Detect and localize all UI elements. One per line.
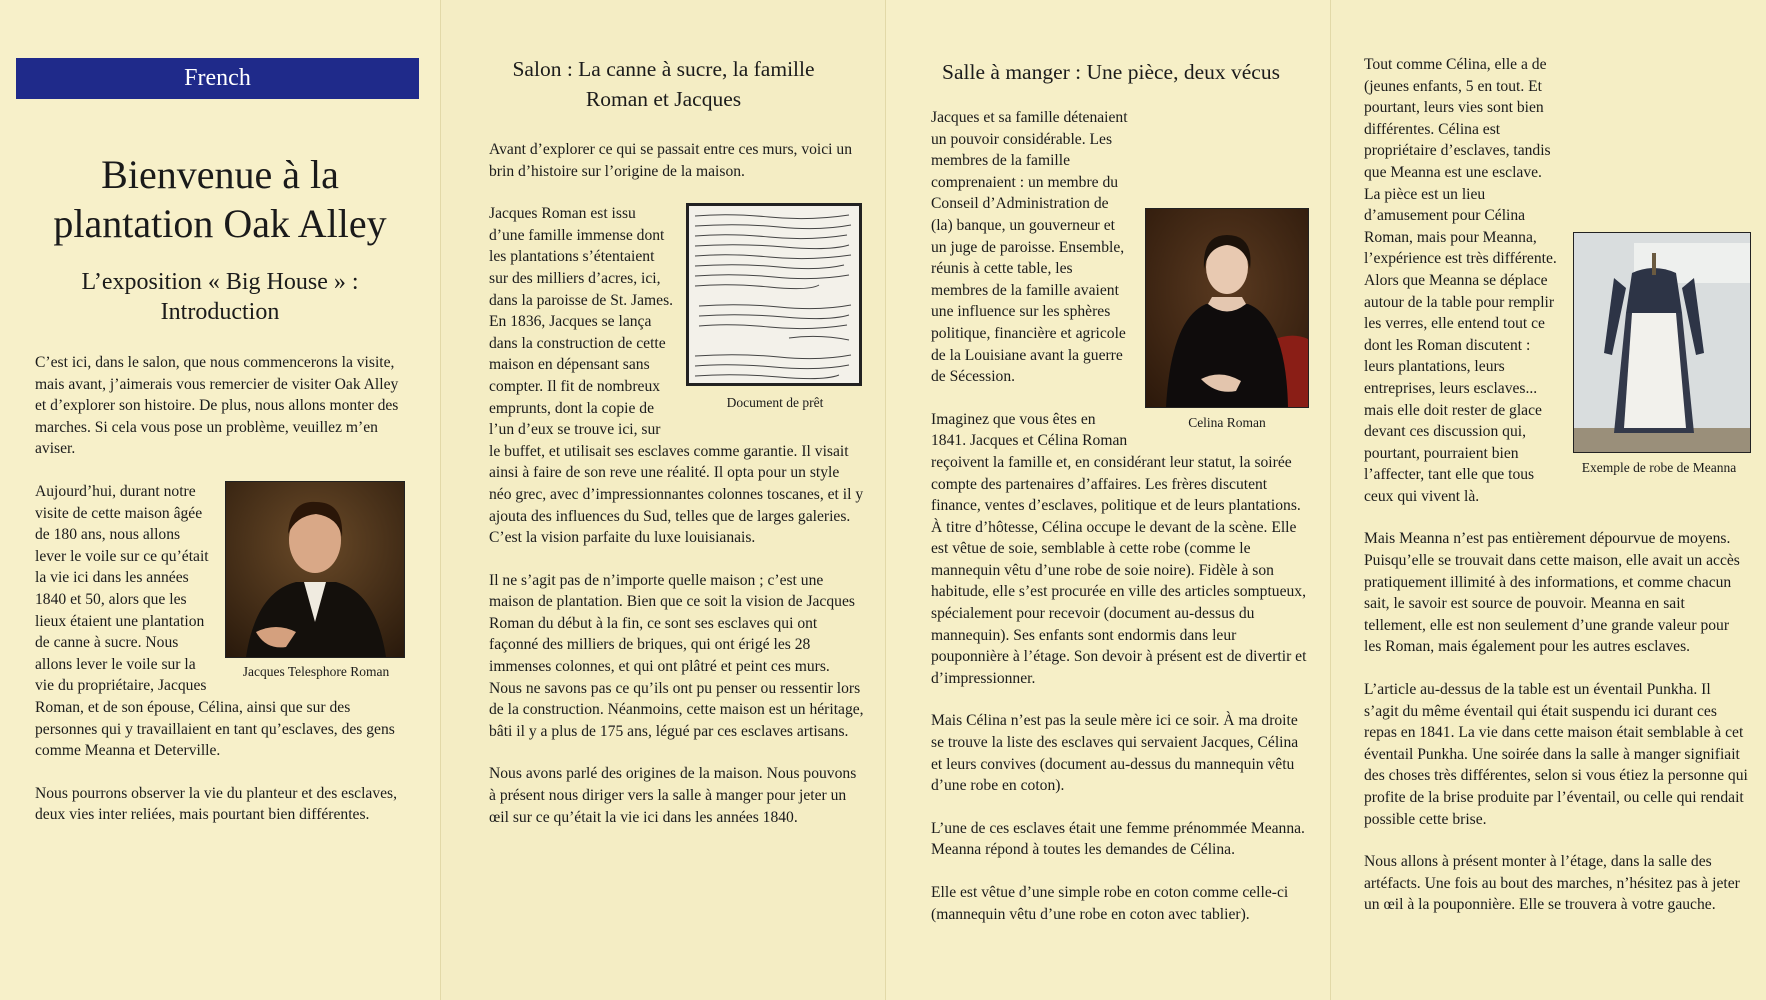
section-title-line: Roman et Jacques	[585, 87, 742, 111]
paragraph: Jacques et sa famille détenaient un pouvoir considérable. Les membres de la famille comprenaient : un membre du Conseil d’Administration de (la) banque, un gouverneur et un juge de paroisse. Ensemble, réunis à cette table, les membres de la famille avaient une influence sur les sphères politique, financière et agricole de la Louisiane avant la guerre de Sécession.	[931, 109, 1128, 386]
loan-document-figure	[686, 203, 864, 414]
meanna-dress-figure	[1569, 232, 1749, 479]
paragraph: Nous pourrons observer la vie du planteur et des esclaves, deux vies inter reliées, mais pourtant bien différentes.	[35, 784, 398, 824]
panel-dining-room	[885, 0, 1330, 1000]
panel-dining-room-continued	[1330, 0, 1766, 1000]
paragraph: L’article au-dessus de la table est un éventail Punkha. Il s’agit du même éventail qui était suspendu ici durant ces repas en 1841. La vie dans cette maison était semblable à cet éventail Punkha. Une soirée dans la salle à manger signifiait des choses très différentes, selon si vous étiez la personne qui profite de la brise produite par l’éventail, ou celle qui rendait possible cette brise.	[1364, 681, 1748, 828]
paragraph: L’une de ces esclaves était une femme prénommée Meanna. Meanna répond à toutes les demandes de Célina.	[931, 819, 1305, 859]
paragraph: Imaginez que vous êtes en 1841. Jacques et Célina Roman reçoivent la famille et, en considérant leur statut, la soirée compte des partenaires d’affaires. Les frères discutent finance, ventes d’esclaves, politique et de leurs plantations. À titre d’hôtesse, Célina occupe le devant de la scène. Elle est vêtue de soie, semblable à cette robe (comme le mannequin vêtu d’une robe de soie noire). Fidèle à son habitude, elle s’est procurée en ville des articles somptueux, spécialement pour recevoir (document au-dessus du mannequin). Ses enfants sont endormis dans leur pouponnière à l’étage. Son devoir à présent est de divertir et d’impressionner.	[931, 410, 1307, 687]
section-title	[461, 54, 866, 114]
dining-text	[931, 107, 1309, 946]
paragraph: C’est ici, dans le salon, que nous commencerons la visite, mais avant, j’aimerais vous remercier de visiter Oak Alley et d’explorer son histoire. De plus, nous allons monter des marches. Si cela vous pose un problème, veuillez m’en aviser.	[35, 354, 399, 458]
paragraph: Avant d’explorer ce qui se passait entre ces murs, voici un brin d’histoire sur l’origine de la maison.	[489, 141, 853, 180]
paragraph: Nous allons à présent monter à l’étage, dans la salle des artéfacts. Une fois au bout des marches, n’hésitez pas à jeter un œil à la pouponnière. Elle se trouvera à votre gauche.	[1364, 853, 1740, 914]
paragraph: Elle est vêtue d’une simple robe en coton comme celle-ci (mannequin vêtu d’une robe en coton avec tablier).	[931, 884, 1289, 923]
page-title: Bienvenue à la plantation Oak Alley	[53, 152, 387, 246]
paragraph: Jacques Roman est issu d’une famille immense dont les plantations s’étentaient sur des milliers d’acres, ici, dans la paroisse de St. James. En 1836, Jacques se lança dans la construction de cette maison en dépensant sans compter. Il fit de nombreux emprunts, dont la copie de l’un d’eux se trouve ici, sur le buffet, et utilisait ses esclaves comme garantie. Il visait ainsi à faire de son reve une réalité. Il opta pour un style néo grec, avec d’impressionnantes colonnes toscanes, et il y ajouta des influences du Sud, telles que de larges galeries. C’est la vision parfaite du luxe louisianais.	[489, 205, 864, 547]
language-banner: French	[16, 58, 419, 99]
portrait-caption: Jacques Telesphore Roman	[242, 663, 390, 679]
intro-text	[35, 352, 407, 847]
salon-text	[489, 139, 864, 849]
meanna-dress-photo	[1573, 232, 1751, 453]
section-title: Salle à manger : Une pièce, deux vécus	[942, 60, 1280, 84]
paragraph: Mais Célina n’est pas la seule mère ici ce soir. À ma droite se trouve la liste des esclaves qui servaient Jacques, Célina et leurs convives (document au-dessus du mannequin vêtu d’une robe en coton).	[931, 712, 1299, 795]
celina-roman-portrait	[1145, 208, 1309, 408]
page-subtitle: L’exposition « Big House » : Introduction	[81, 269, 359, 325]
dining-text-continued	[1364, 54, 1749, 937]
paragraph: Il ne s’agit pas de n’importe quelle maison ; c’est une maison de plantation. Bien que ce soit la vision de Jacques Roman du début à la fin, ce sont ses esclaves qui ont façonné des milliers de briques, qui ont érigé les 28 immenses colonnes, et qui ont plâtré et peint ces murs. Nous ne savons pas ce qu’ils ont pu penser ou ressentir lors de la construction. Néanmoins, cette maison est un héritage, bâti il y a plus de 175 ans, légué par ces esclaves artisans.	[489, 571, 864, 740]
meanna-dress-caption: Exemple de robe de Meanna	[1581, 460, 1737, 475]
jacques-roman-portrait	[225, 481, 405, 658]
paragraph: Tout comme Célina, elle a de (jeunes enfants, 5 en tout. Et pourtant, leurs vies sont bien différentes. Célina est propriétaire d’esclaves, tandis que Meanna est une esclave. La pièce est un lieu d’amusement pour Célina Roman, mais pour Meanna, l’expérience est très différente. Alors que Meanna se déplace autour de la table pour remplir les verres, elle entend tout ce dont les Roman discutent : leurs plantations, leurs entreprises, leurs esclaves... mais elle doit rester de glace devant ces discussion qui, pourtant, pourraient bien l’affecter, tant elle que tous ceux qui vivent là.	[1364, 56, 1557, 505]
celina-portrait-figure	[1145, 208, 1309, 434]
paragraph: Mais Meanna n’est pas entièrement dépourvue de moyens. Puisqu’elle se trouvait dans cette maison, elle avait un accès pratiquement illimité à des informations, et comme chacun sait, le savoir est source de pouvoir. Meanna en sait tellement, elle est non seulement d’une grande valeur pour les Roman, mais également pour les autres esclaves.	[1364, 530, 1740, 656]
paragraph: Aujourd’hui, durant notre visite de cette maison âgée de 180 ans, nous allons lever le voile sur ce qu’était la vie ici dans les années 1840 et 50, alors que les lieux étaient une plantation de canne à sucre. Nous allons lever le voile sur la vie du propriétaire, Jacques Roman, et de son épouse, Célina, ainsi que sur des personnes qui y travaillaient en tant qu’esclaves, des gens comme Meanna et Deterville.	[35, 482, 395, 760]
paragraph: Nous avons parlé des origines de la maison. Nous pouvons à présent nous diriger vers la salle à manger pour jeter un œil sur ce qu’était la vie ici dans les années 1840.	[489, 765, 857, 826]
celina-portrait-caption: Celina Roman	[1188, 415, 1266, 430]
loan-document-image	[686, 203, 862, 386]
loan-document-caption: Document de prêt	[726, 395, 824, 411]
section-title-line: Salon : La canne à sucre, la famille	[512, 57, 815, 81]
portrait-figure	[225, 481, 407, 683]
panel-salon	[440, 0, 885, 1000]
panel-introduction	[0, 0, 440, 1000]
